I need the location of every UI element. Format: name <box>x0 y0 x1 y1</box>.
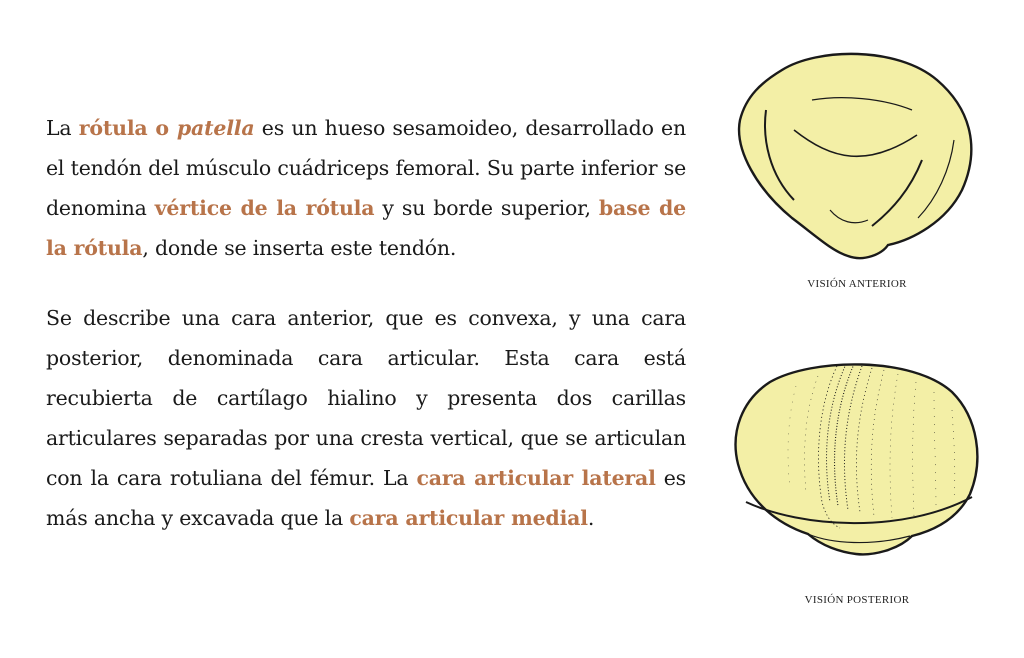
figure-anterior-view <box>722 40 992 296</box>
term-base: base de la rótula <box>46 196 686 260</box>
patella-anterior-illustration <box>722 40 992 270</box>
text-segment: , donde se inserta este tendón. <box>142 236 457 260</box>
figure-posterior-view <box>722 352 992 612</box>
term-cara-lateral: cara articular lateral <box>416 466 656 490</box>
patella-posterior-illustration <box>722 352 992 582</box>
term-cara-medial: cara articular medial <box>349 506 588 530</box>
text-segment: es más ancha y excavada que la <box>46 466 686 530</box>
term-rotula: rótula o <box>78 116 177 140</box>
term-vertice: vértice de la rótula <box>154 196 375 220</box>
text-column <box>46 108 686 538</box>
term-patella: patella <box>176 116 255 140</box>
paragraph-faces <box>46 298 686 538</box>
text-segment: La <box>46 116 79 140</box>
caption-anterior: VISIÓN ANTERIOR <box>807 278 907 290</box>
text-segment: . <box>587 506 595 530</box>
text-segment: Se describe una cara anterior, que es convexa, y una cara posterior, denominada cara articular. Esta cara está recubierta de cartílago hialino y presenta dos carillas articulares separadas por una cresta vertical, que se articulan con la cara rotuliana del fémur. La <box>46 306 686 490</box>
paragraph-patella-intro <box>46 108 686 268</box>
term-rotula-patella <box>79 116 255 140</box>
text-segment: es un hueso sesamoideo, desarrollado en el tendón del músculo cuádriceps femoral. Su parte inferior se denomina <box>46 116 686 220</box>
caption-posterior: VISIÓN POSTERIOR <box>804 594 910 606</box>
text-segment: y su borde superior, <box>374 196 599 220</box>
